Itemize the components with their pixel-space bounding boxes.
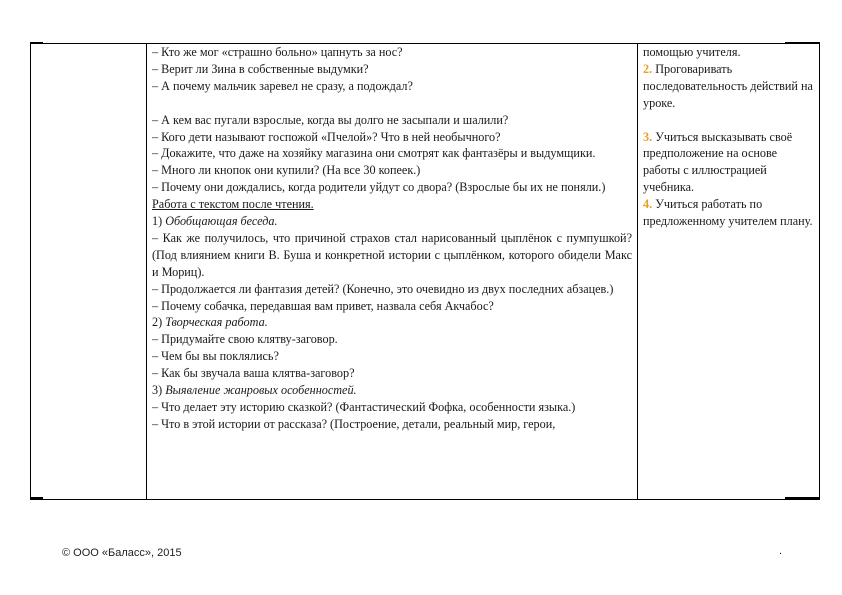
- subsection-number: 1): [152, 214, 166, 229]
- subsection-title: Творческая работа.: [165, 315, 268, 330]
- table-divider-1: [146, 43, 147, 499]
- lesson-questions-column: [152, 44, 632, 497]
- outcome-number: 3.: [643, 129, 653, 144]
- subsection-heading: [152, 314, 632, 331]
- question-line: – Кого дети называют госпожой «Пчелой»? Что в ней необычного?: [152, 129, 501, 144]
- outcome-text: Проговаривать последовательность действий на уроке.: [643, 61, 813, 110]
- outcome-number: 4.: [643, 197, 653, 212]
- subsection-heading: [152, 213, 632, 230]
- question-line: – Верит ли Зина в собственные выдумки?: [152, 61, 369, 76]
- question-line: – Кто же мог «страшно больно» цапнуть за нос?: [152, 45, 403, 59]
- question-line: – Как бы звучала ваша клятва-заговор?: [152, 366, 355, 381]
- footer-copyright: © ООО «Баласс», 2015: [62, 547, 182, 559]
- question-line: – Продолжается ли фантазия детей? (Конечно, это очевидно из двух последних абзацев.): [152, 281, 614, 296]
- subsection-title: Обобщающая беседа.: [165, 214, 278, 229]
- section-heading: Работа с текстом после чтения.: [152, 197, 314, 212]
- subsection-heading: [152, 382, 632, 399]
- footer-dot: .: [779, 545, 783, 557]
- outcome-item: [643, 61, 815, 112]
- table-corner-bottom-right: [785, 497, 820, 499]
- table-corner-bottom-left: [30, 497, 43, 499]
- question-line: – Что делает эту историю сказкой? (Фантастический Фофка, особенности языка.): [152, 400, 576, 415]
- question-line: – А почему мальчик заревел не сразу, а подождал?: [152, 78, 413, 93]
- outcome-item: [643, 196, 815, 230]
- outcome-number: 2.: [643, 61, 653, 76]
- question-line: – Придумайте свою клятву-заговор.: [152, 332, 338, 347]
- question-line: – Что в этой истории от рассказа? (Построение, детали, реальный мир, герои,: [152, 416, 556, 431]
- outcome-text: Учиться работать по предложенному учителем плану.: [643, 197, 813, 229]
- question-line: – Почему они дождались, когда родители уйдут со двора? (Взрослые бы их не поняли.): [152, 180, 606, 195]
- question-line: – Чем бы вы поклялись?: [152, 349, 279, 364]
- question-line: – Докажите, что даже на хозяйку магазина они смотрят как фантазёры и выдумщики.: [152, 146, 596, 161]
- table-border-right: [819, 43, 820, 499]
- table-corner-top-left: [30, 42, 43, 44]
- learning-outcomes-column: [643, 44, 815, 497]
- table-divider-2: [637, 43, 638, 499]
- subsection-number: 2): [152, 315, 166, 330]
- subsection-title: Выявление жанровых особенностей.: [165, 383, 357, 398]
- question-line: – Как же получилось, что причиной страхов стал нарисованный цыплёнок с пумпушкой? (Под влиянием книги В. Буша и конкретной истории с цыплёнком, которого обидели Макс и Мориц).: [152, 230, 632, 279]
- subsection-number: 3): [152, 383, 166, 398]
- question-line: – Почему собачка, передавшая вам привет, назвала себя Акчабос?: [152, 298, 494, 313]
- question-line: – А кем вас пугали взрослые, когда вы долго не засыпали и шалили?: [152, 112, 509, 127]
- blank-line: [643, 112, 815, 129]
- outcome-continuation: помощью учителя.: [643, 45, 741, 59]
- table-border-left: [30, 43, 31, 499]
- blank-line: [152, 95, 632, 112]
- outcome-text: Учиться высказывать своё предположение на основе работы с иллюстрацией учебника.: [643, 129, 793, 195]
- outcome-item: [643, 129, 815, 197]
- question-line: – Много ли кнопок они купили? (На все 30 копеек.): [152, 163, 421, 178]
